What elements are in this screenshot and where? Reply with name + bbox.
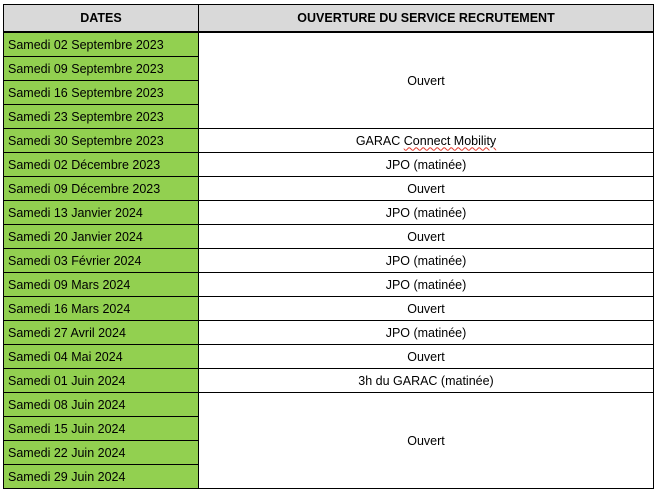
- date-cell: Samedi 29 Juin 2024: [4, 465, 199, 489]
- date-cell: Samedi 16 Mars 2024: [4, 297, 199, 321]
- table-row: [4, 345, 654, 369]
- table-row: [4, 177, 654, 201]
- table-row: [4, 273, 654, 297]
- recruitment-schedule-table: [3, 4, 654, 489]
- date-cell: Samedi 02 Décembre 2023: [4, 153, 199, 177]
- table-row: [4, 393, 654, 417]
- date-cell: Samedi 04 Mai 2024: [4, 345, 199, 369]
- date-cell: Samedi 03 Février 2024: [4, 249, 199, 273]
- status-cell: JPO (matinée): [199, 273, 654, 297]
- status-cell: JPO (matinée): [199, 153, 654, 177]
- status-cell: JPO (matinée): [199, 321, 654, 345]
- table-row: [4, 32, 654, 57]
- date-cell: Samedi 01 Juin 2024: [4, 369, 199, 393]
- date-cell: Samedi 22 Juin 2024: [4, 441, 199, 465]
- date-cell: Samedi 13 Janvier 2024: [4, 201, 199, 225]
- status-cell: Ouvert: [199, 177, 654, 201]
- date-cell: Samedi 23 Septembre 2023: [4, 105, 199, 129]
- status-cell: Ouvert: [199, 225, 654, 249]
- date-cell: Samedi 08 Juin 2024: [4, 393, 199, 417]
- header-row: [4, 5, 654, 33]
- table-row: [4, 369, 654, 393]
- date-cell: Samedi 20 Janvier 2024: [4, 225, 199, 249]
- status-cell: Ouvert: [199, 345, 654, 369]
- status-cell: JPO (matinée): [199, 201, 654, 225]
- table-row: [4, 249, 654, 273]
- status-text-spellcheck: Connect Mobility: [403, 133, 497, 148]
- table-row: [4, 225, 654, 249]
- date-cell: Samedi 09 Décembre 2023: [4, 177, 199, 201]
- table-row: [4, 297, 654, 321]
- date-cell: Samedi 15 Juin 2024: [4, 417, 199, 441]
- status-cell: Ouvert: [199, 32, 654, 129]
- status-cell: 3h du GARAC (matinée): [199, 369, 654, 393]
- date-cell: Samedi 09 Mars 2024: [4, 273, 199, 297]
- table-row: [4, 129, 654, 153]
- date-cell: Samedi 16 Septembre 2023: [4, 81, 199, 105]
- status-cell: [199, 129, 654, 153]
- status-cell: JPO (matinée): [199, 249, 654, 273]
- status-text: GARAC: [355, 133, 401, 148]
- date-cell: Samedi 27 Avril 2024: [4, 321, 199, 345]
- date-cell: Samedi 02 Septembre 2023: [4, 32, 199, 57]
- table-row: [4, 321, 654, 345]
- date-cell: Samedi 30 Septembre 2023: [4, 129, 199, 153]
- header-service-opening: OUVERTURE DU SERVICE RECRUTEMENT: [199, 5, 654, 33]
- status-cell: Ouvert: [199, 393, 654, 489]
- table-row: [4, 153, 654, 177]
- status-cell: Ouvert: [199, 297, 654, 321]
- table-row: [4, 201, 654, 225]
- header-dates: DATES: [4, 5, 199, 33]
- date-cell: Samedi 09 Septembre 2023: [4, 57, 199, 81]
